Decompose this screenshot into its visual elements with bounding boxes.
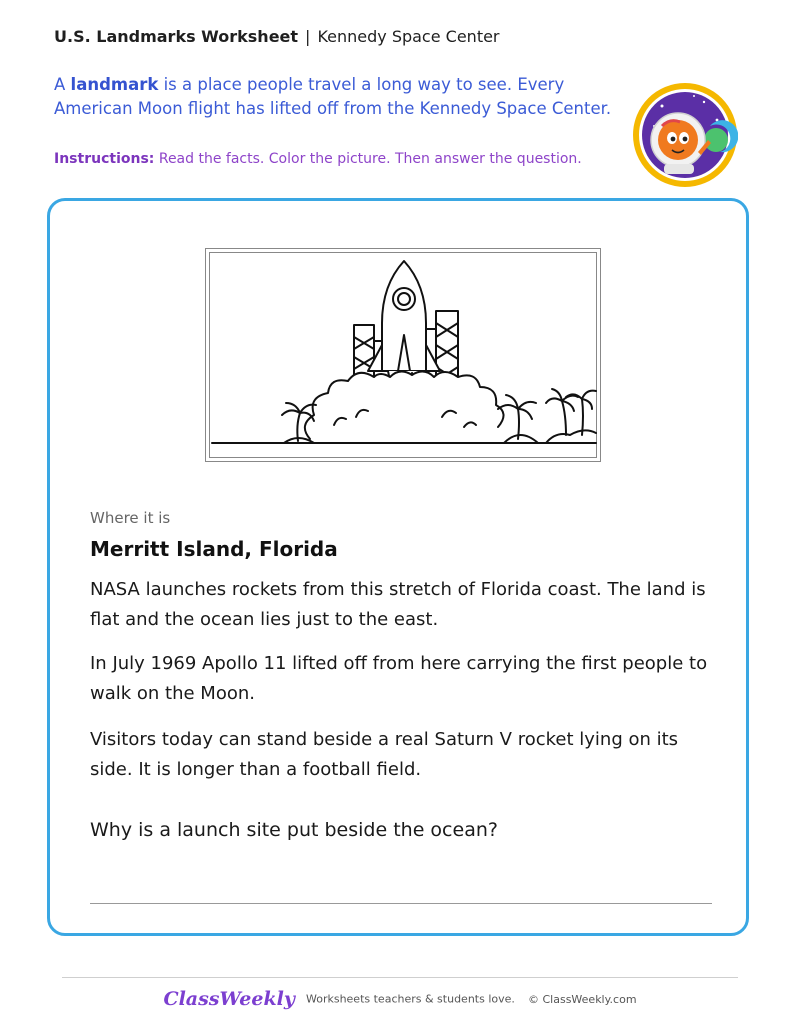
instructions-text: Read the facts. Color the picture. Then answer the question. bbox=[154, 151, 582, 167]
fact-paragraph: Visitors today can stand beside a real Saturn V rocket lying on its side. It is longer than a football field. bbox=[90, 729, 679, 780]
footer-divider bbox=[62, 977, 738, 978]
instructions bbox=[54, 151, 614, 167]
header-separator: | bbox=[305, 27, 311, 46]
worksheet-card bbox=[47, 198, 749, 936]
footer-tagline: Worksheets teachers & students love. bbox=[305, 992, 515, 1006]
intro-prefix: A bbox=[54, 75, 66, 94]
rocket-launch-illustration[interactable] bbox=[205, 248, 601, 462]
location-label: Where it is bbox=[90, 509, 171, 527]
instructions-label: Instructions: bbox=[54, 151, 155, 167]
footer bbox=[0, 988, 800, 1010]
intro-rest: is a place people travel a long way to see. Every American Moon flight has lifted off from the Kennedy Space Center. bbox=[54, 75, 612, 118]
intro-text bbox=[54, 73, 614, 121]
footer-copyright: © ClassWeekly.com bbox=[527, 992, 637, 1006]
brand-logo[interactable]: ClassWeekly bbox=[163, 988, 295, 1010]
location-name: Merritt Island, Florida bbox=[90, 537, 338, 561]
intro-keyword: landmark bbox=[70, 75, 159, 94]
answer-line[interactable] bbox=[90, 903, 712, 904]
fact-paragraph: NASA launches rockets from this stretch of Florida coast. The land is flat and the ocean lies just to the east. bbox=[90, 579, 706, 630]
fact-paragraph: In July 1969 Apollo 11 lifted off from here carrying the first people to walk on the Moon. bbox=[90, 653, 708, 704]
worksheet-subtitle: Kennedy Space Center bbox=[317, 27, 500, 46]
rocket-launch-drawing bbox=[206, 249, 602, 463]
question-text: Why is a launch site put beside the ocean? bbox=[90, 819, 498, 841]
worksheet-title: U.S. Landmarks Worksheet bbox=[54, 27, 299, 46]
astronaut-badge-icon bbox=[632, 82, 738, 188]
worksheet-header bbox=[54, 27, 500, 46]
